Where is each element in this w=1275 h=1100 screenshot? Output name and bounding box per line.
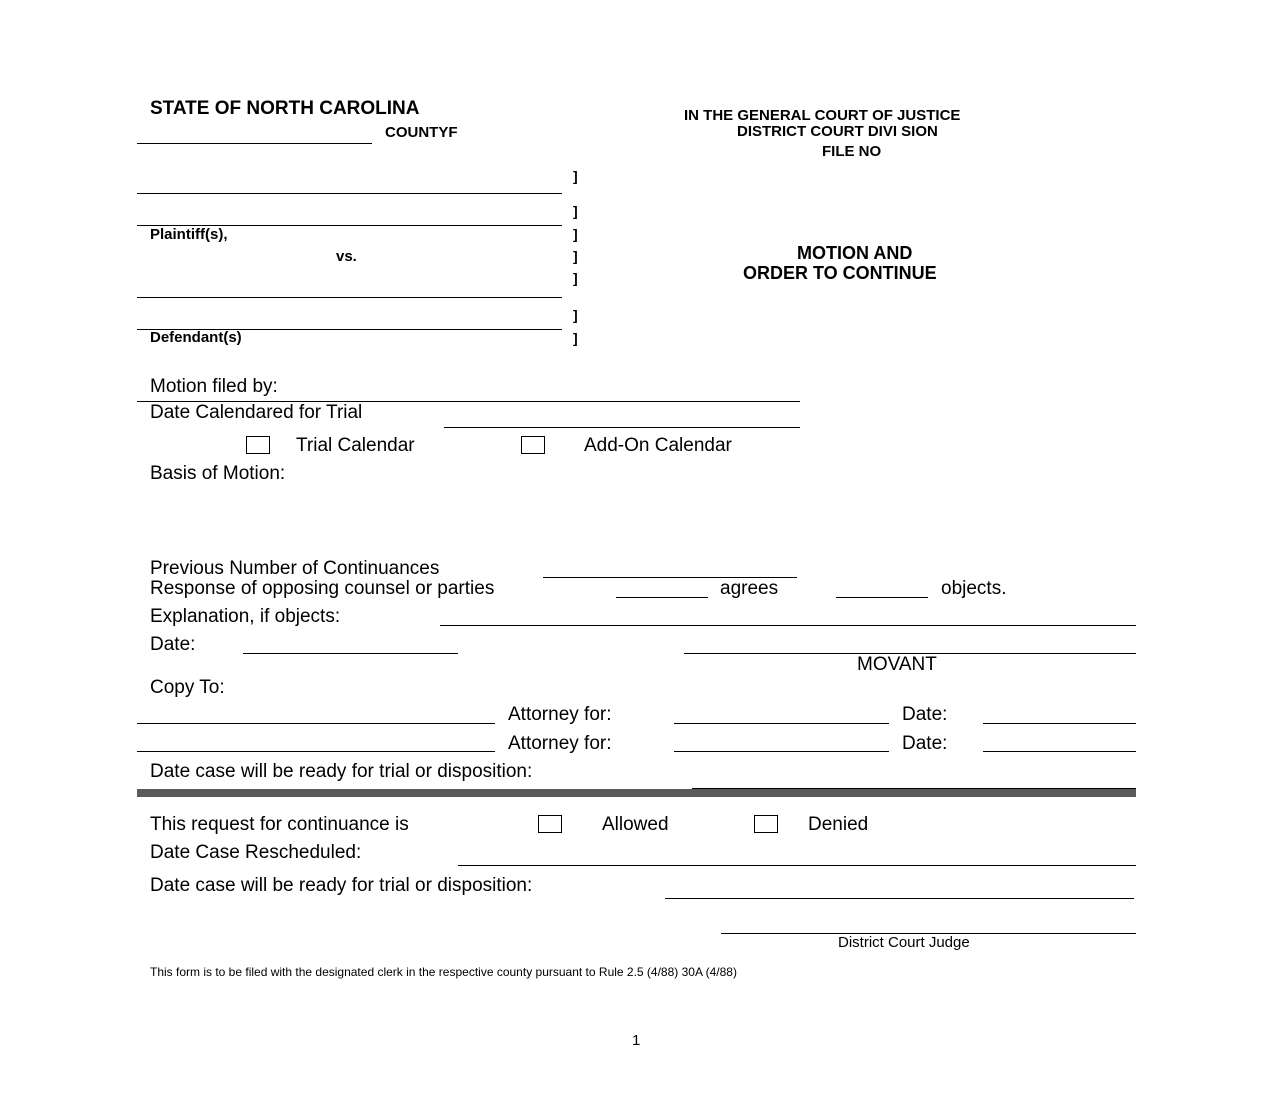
trial-calendar-label: Trial Calendar xyxy=(296,435,415,456)
judge-label: District Court Judge xyxy=(838,934,970,951)
plaintiff-label: Plaintiff(s), xyxy=(150,226,228,243)
date-line[interactable] xyxy=(243,653,458,654)
date-label: Date: xyxy=(150,634,196,655)
caption-bracket: ] xyxy=(573,248,578,264)
copy-to-label: Copy To: xyxy=(150,677,225,698)
caption-bracket: ] xyxy=(573,270,578,286)
caption-bracket: ] xyxy=(573,168,578,184)
addon-calendar-label: Add-On Calendar xyxy=(584,435,732,456)
objects-line[interactable] xyxy=(836,597,928,598)
footer-note: This form is to be filed with the designated clerk in the respective county pursuant to Rule 2.5 (4/88) 30A (4/88) xyxy=(150,965,737,979)
copy-date-label-2: Date: xyxy=(902,733,948,754)
explanation-label: Explanation, if objects: xyxy=(150,606,341,627)
objects-label: objects. xyxy=(941,578,1007,599)
movant-label: MOVANT xyxy=(857,654,937,675)
attorney-for-label-2: Attorney for: xyxy=(508,733,612,754)
caption-bracket: ] xyxy=(573,203,578,219)
rescheduled-line[interactable] xyxy=(458,865,1136,866)
motion-filed-by-label: Motion filed by: xyxy=(150,376,278,397)
file-no-label: FILE NO xyxy=(822,143,882,160)
trial-calendar-checkbox[interactable] xyxy=(246,436,270,454)
allowed-label: Allowed xyxy=(602,814,669,835)
allowed-checkbox[interactable] xyxy=(538,815,562,833)
defendant-line-1 xyxy=(137,297,562,298)
order-ready-date-label: Date case will be ready for trial or disposition: xyxy=(150,875,533,896)
denied-label: Denied xyxy=(808,814,869,835)
explanation-line[interactable] xyxy=(440,625,1136,626)
page-number: 1 xyxy=(632,1032,641,1049)
copy-date-label-1: Date: xyxy=(902,704,948,725)
defendant-label: Defendant(s) xyxy=(150,329,242,346)
addon-calendar-checkbox[interactable] xyxy=(521,436,545,454)
attorney-for-label-1: Attorney for: xyxy=(508,704,612,725)
form-title-line1: MOTION AND xyxy=(797,243,913,263)
form-title-line2: ORDER TO CONTINUE xyxy=(743,263,937,283)
ready-date-label: Date case will be ready for trial or disposition: xyxy=(150,761,533,782)
plaintiff-line-1 xyxy=(137,193,562,194)
attorney-for-line-1[interactable] xyxy=(674,723,889,724)
copy-date-line-2[interactable] xyxy=(983,751,1136,752)
caption-bracket: ] xyxy=(573,307,578,323)
copy-to-name-line-2[interactable] xyxy=(137,751,495,752)
copy-date-line-1[interactable] xyxy=(983,723,1136,724)
agrees-line[interactable] xyxy=(616,597,708,598)
copy-to-name-line-1[interactable] xyxy=(137,723,495,724)
caption-bracket: ] xyxy=(573,226,578,242)
caption-bracket: ] xyxy=(573,330,578,346)
basis-of-motion-label: Basis of Motion: xyxy=(150,463,286,484)
attorney-for-line-2[interactable] xyxy=(674,751,889,752)
county-line xyxy=(137,143,372,144)
order-ready-date-line[interactable] xyxy=(665,898,1134,899)
rescheduled-label: Date Case Rescheduled: xyxy=(150,842,362,863)
request-is-label: This request for continuance is xyxy=(150,814,409,835)
court-heading: IN THE GENERAL COURT OF JUSTICE xyxy=(684,107,961,124)
agrees-label: agrees xyxy=(720,578,779,599)
division-heading: DISTRICT COURT DIVI SION xyxy=(737,123,938,140)
response-label: Response of opposing counsel or parties xyxy=(150,578,495,599)
section-divider xyxy=(137,789,1136,797)
prev-continuances-label: Previous Number of Continuances xyxy=(150,558,440,579)
vs-label: vs. xyxy=(336,248,357,265)
denied-checkbox[interactable] xyxy=(754,815,778,833)
county-label: COUNTYF xyxy=(385,124,458,141)
state-heading: STATE OF NORTH CAROLINA xyxy=(150,98,420,119)
date-calendared-line[interactable] xyxy=(444,427,800,428)
date-calendared-label: Date Calendared for Trial xyxy=(150,402,363,423)
